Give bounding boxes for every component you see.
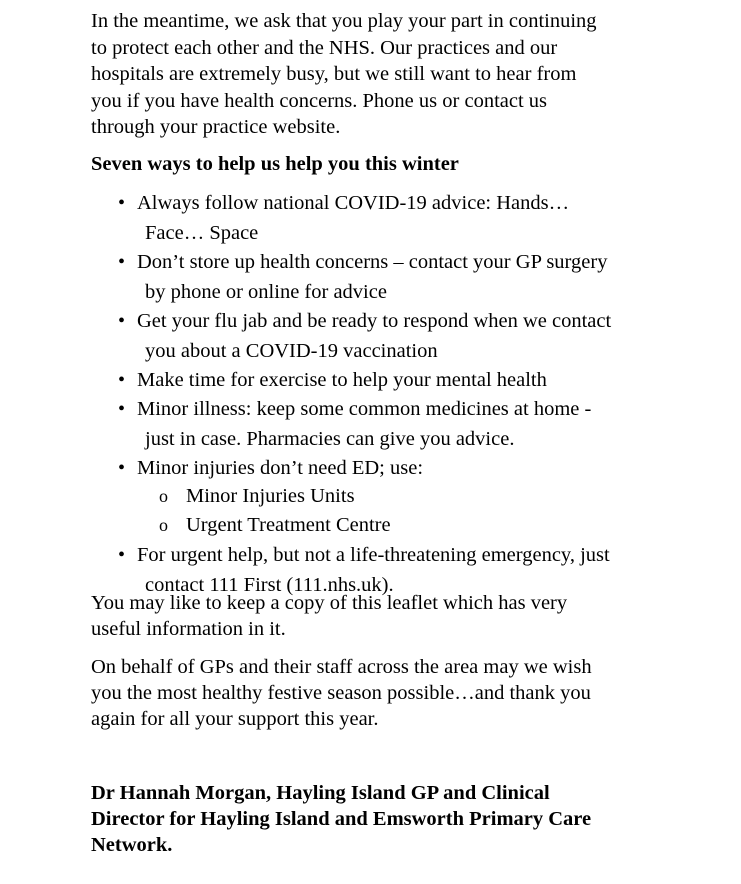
list-item-text: Always follow national COVID-19 advice: Hands… bbox=[137, 192, 570, 214]
list-item bbox=[91, 453, 691, 483]
list-item-text: Face… Space bbox=[145, 222, 259, 244]
closing-line: On behalf of GPs and their staff across the area may we wish bbox=[91, 656, 592, 678]
closing-paragraph bbox=[91, 654, 691, 732]
intro-line: to protect each other and the NHS. Our practices and our bbox=[91, 36, 558, 59]
bullet-icon: • bbox=[118, 310, 126, 332]
list-item-text: Minor illness: keep some common medicines at home - bbox=[137, 398, 592, 420]
list-item-text: For urgent help, but not a life-threatening emergency, just bbox=[137, 544, 610, 566]
bullet-icon: • bbox=[118, 398, 126, 420]
sub-list-item bbox=[91, 511, 691, 540]
closing-line: you the most healthy festive season possible…and thank you bbox=[91, 682, 591, 704]
signature-block bbox=[91, 780, 671, 858]
keep-copy-line: useful information in it. bbox=[91, 618, 286, 640]
intro-paragraph bbox=[91, 8, 691, 141]
bullet-icon: • bbox=[118, 369, 126, 391]
list-item bbox=[91, 394, 691, 454]
list-item-text: just in case. Pharmacies can give you advice. bbox=[145, 428, 515, 450]
intro-line: hospitals are extremely busy, but we still want to hear from bbox=[91, 63, 577, 85]
intro-line: through your practice website. bbox=[91, 116, 341, 138]
keep-copy-line: You may like to keep a copy of this leaflet which has very bbox=[91, 592, 568, 614]
bullet-icon: • bbox=[118, 457, 126, 479]
list-item-text: Get your flu jab and be ready to respond when we contact bbox=[137, 310, 612, 332]
list-item bbox=[91, 365, 691, 395]
sub-list-item-text: Minor Injuries Units bbox=[186, 485, 355, 507]
signature-line: Dr Hannah Morgan, Hayling Island GP and Clinical bbox=[91, 782, 550, 804]
signature-line: Director for Hayling Island and Emsworth Primary Care bbox=[91, 808, 592, 830]
circle-bullet-icon: o bbox=[159, 515, 168, 535]
advice-list bbox=[91, 188, 691, 599]
sub-list-item bbox=[91, 482, 691, 511]
list-item-text: Minor injuries don’t need ED; use: bbox=[137, 457, 424, 479]
intro-line: In the meantime, we ask that you play your part in continuing bbox=[91, 10, 597, 32]
list-item-text: Don’t store up health concerns – contact your GP surgery bbox=[137, 251, 608, 273]
signature-line: Network. bbox=[91, 834, 173, 856]
list-item bbox=[91, 247, 691, 307]
list-item-text: contact 111 First (111.nhs.uk). bbox=[145, 574, 394, 596]
list-item bbox=[91, 188, 691, 248]
keep-copy-paragraph bbox=[91, 590, 691, 642]
sub-list-item-text: Urgent Treatment Centre bbox=[186, 514, 391, 536]
list-item-text: by phone or online for advice bbox=[145, 281, 387, 303]
list-item-text: you about a COVID-19 vaccination bbox=[145, 340, 438, 362]
intro-line: you if you have health concerns. Phone us or contact us bbox=[91, 89, 548, 112]
bullet-icon: • bbox=[118, 192, 126, 214]
bullet-icon: • bbox=[118, 251, 126, 273]
list-item bbox=[91, 306, 691, 366]
section-heading: Seven ways to help us help you this winter bbox=[91, 153, 459, 175]
bullet-icon: • bbox=[118, 544, 126, 566]
circle-bullet-icon: o bbox=[159, 486, 168, 506]
closing-line: again for all your support this year. bbox=[91, 708, 379, 730]
list-item-text: Make time for exercise to help your mental health bbox=[137, 369, 547, 391]
